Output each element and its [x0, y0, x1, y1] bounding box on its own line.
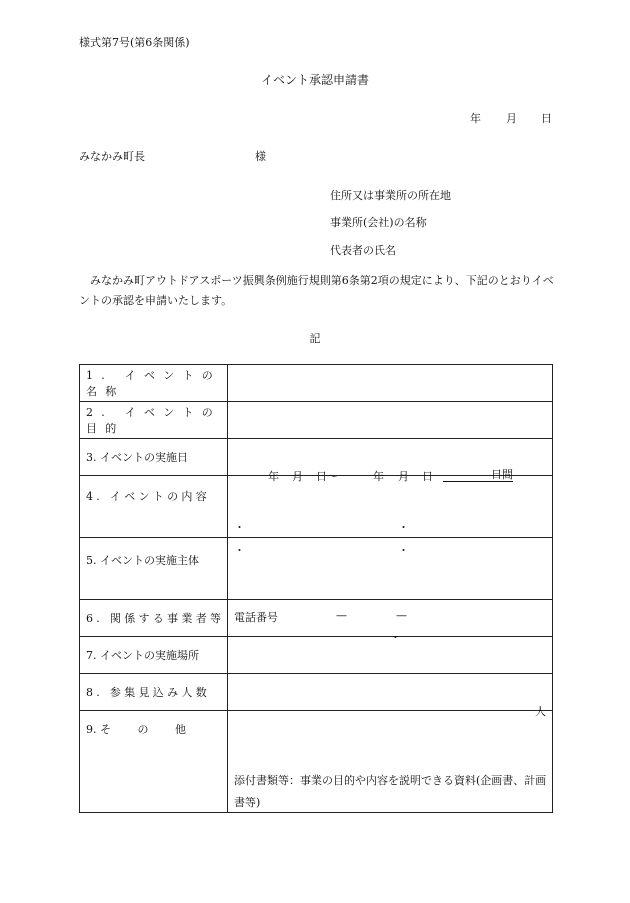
- table-row: [80, 600, 553, 637]
- date-year: 年: [470, 112, 481, 125]
- start-day: 日〜: [316, 470, 338, 483]
- attachments-note: 添付書類等：事業の目的や内容を説明できる資料(企画書、計画書等): [234, 773, 547, 809]
- start-month: 月: [292, 470, 303, 483]
- honorific: 様: [255, 150, 266, 163]
- body-text: みなかみ町アウトドアスポーツ振興条例施行規則第6条第2項の規定により、下記のとおりイベントの承認を申請いたします。: [79, 274, 554, 307]
- start-year: 年: [268, 470, 279, 483]
- date-month: 月: [506, 112, 517, 125]
- table-row: [80, 674, 553, 711]
- applicant-address-label: 住所又は事業所の所在地: [330, 189, 451, 202]
- application-table: [79, 364, 553, 813]
- event-period-label: 3. イベントの実施日: [80, 439, 228, 476]
- form-number: 様式第7号(第6条関係): [79, 36, 190, 49]
- table-row: [80, 402, 553, 439]
- content-bullet: ・: [398, 520, 409, 534]
- event-content-field[interactable]: [228, 476, 553, 557]
- content-bullet: ・: [398, 543, 409, 557]
- event-purpose-field[interactable]: [228, 402, 553, 439]
- related-business-label: 6. 関係する事業者等: [80, 600, 228, 637]
- table-row: [80, 439, 553, 476]
- other-field[interactable]: [228, 711, 553, 813]
- event-purpose-label: 2. イベントの目的: [80, 402, 228, 439]
- table-row: [80, 637, 553, 674]
- event-organizer-label: 5. イベントの実施主体: [80, 538, 228, 600]
- table-row: [80, 538, 553, 600]
- event-name-label: 1. イベントの名称: [80, 365, 228, 402]
- end-year: 年: [373, 470, 384, 483]
- applicant-representative-label: 代表者の氏名: [330, 244, 396, 257]
- phone-dash: —: [336, 608, 347, 622]
- document-title: イベント承認申請書: [260, 73, 369, 87]
- addressee: みなかみ町長: [79, 150, 145, 163]
- phone-dash: —: [396, 608, 407, 622]
- event-period-field[interactable]: [228, 439, 553, 483]
- end-month: 月: [398, 470, 409, 483]
- participants-field[interactable]: [228, 674, 553, 718]
- ki-heading: 記: [309, 332, 321, 345]
- event-name-field[interactable]: [228, 365, 553, 402]
- other-label: 9. そ の 他: [80, 711, 228, 813]
- event-content-label: 4. イベントの内容: [80, 476, 228, 538]
- date-day: 日: [541, 112, 552, 125]
- phone-label: 電話番号: [234, 610, 278, 624]
- table-row: [80, 365, 553, 402]
- event-organizer-field[interactable]: [228, 538, 553, 624]
- content-bullet: ・: [234, 543, 245, 557]
- applicant-company-label: 事業所(会社)の名称: [330, 216, 427, 229]
- table-row: [80, 476, 553, 538]
- related-bullet: ・: [390, 631, 401, 644]
- days-count: 日間: [443, 468, 513, 482]
- participants-label: 8. 参集見込み人数: [80, 674, 228, 711]
- end-day: 日: [422, 470, 433, 483]
- content-bullet: ・: [234, 520, 245, 534]
- event-place-label: 7. イベントの実施場所: [80, 637, 228, 674]
- participants-unit: 人: [535, 705, 546, 718]
- table-row: [80, 711, 553, 813]
